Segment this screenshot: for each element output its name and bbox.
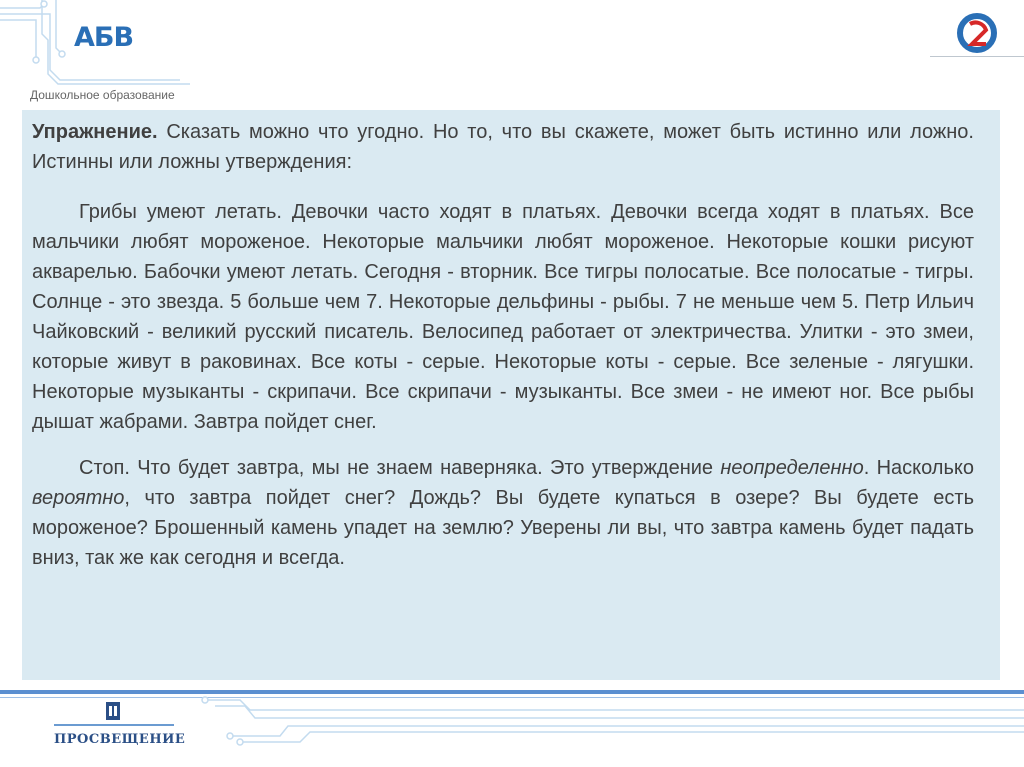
exercise-title: Упражнение. <box>32 121 158 143</box>
publisher-divider <box>54 724 174 726</box>
exercise-intro <box>32 117 974 177</box>
conclusion-paragraph <box>32 453 974 573</box>
abv-logo: АБВ <box>74 22 134 53</box>
conclusion-italic-1: неопределенно <box>720 457 864 479</box>
header-divider <box>930 56 1024 57</box>
publisher-name: ПРОСВЕЩЕНИЕ <box>54 732 186 747</box>
conclusion-text-3: , что завтра пойдет снег? Дождь? Вы будете купаться в озере? Вы будете есть мороженое? Брошенный камень упадет на землю? Уверены ли вы, что завтра камень будет падать вниз, так же как сегодня и всегда. <box>32 487 974 569</box>
header-subtitle: Дошкольное образование <box>30 88 175 102</box>
exercise-panel <box>22 110 1000 680</box>
conclusion-italic-2: вероятно <box>32 487 125 509</box>
exercise-intro-text: Сказать можно что угодно. Но то, что вы скажете, может быть истинно или ложно. Истинны или ложны утверждения: <box>32 121 974 173</box>
conclusion-text-2: . Насколько <box>863 457 974 479</box>
conclusion-text-1: Стоп. Что будет завтра, мы не знаем наверняка. Это утверждение <box>79 457 721 479</box>
prosveshchenie-logo-icon <box>56 700 176 724</box>
circle-logo-icon <box>952 10 1002 56</box>
statements-paragraph: Грибы умеют летать. Девочки часто ходят в платьях. Девочки всегда ходят в платьях. Все мальчики любят мороженое. Некоторые мальчики любят мороженое. Некоторые кошки рисуют акварелью. Бабочки умеют летать. Сегодня - вторник. Все тигры полосатые. Все полосатые - тигры. Солнце - это звезда. 5 больше чем 7. Некоторые дельфины - рыбы. 7 не меньше чем 5. Петр Ильич Чайковский - великий русский писатель. Велосипед работает от электричества. Улитки - это змеи, которые живут в раковинах. Все коты - серые. Некоторые коты - серые. Все зеленые - лягушки. Некоторые музыканты - скрипачи. Все скрипачи - музыканты. Все змеи - не имеют ног. Все рыбы дышат жабрами. Завтра пойдет снег. <box>32 201 974 433</box>
